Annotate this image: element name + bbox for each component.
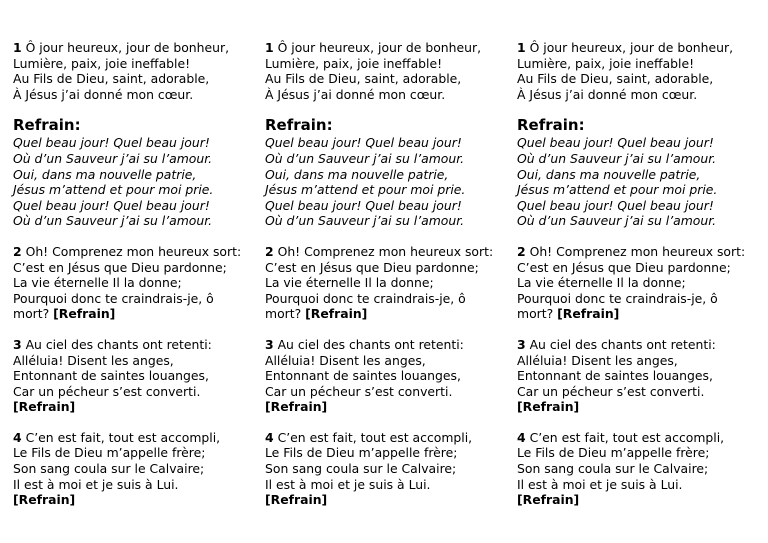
verse-text: Oh! Comprenez mon heureux sort: [529,243,746,259]
verse-4 [13,430,261,508]
hymn-column [13,40,261,523]
verse-3 [13,337,261,415]
verse-line: Il est à moi et je suis à Lui. [517,476,683,492]
verse-3 [517,337,765,415]
verse-line [265,40,513,56]
verse-line: Son sang coula sur le Calvaire; [13,461,205,477]
verse-line: Car un pécheur s’est converti. [265,383,453,399]
refrain-line: Où d’un Sauveur j’ai su l’amour. [265,150,465,166]
verse-3 [265,337,513,415]
refrain-line: Jésus m’attend et pour moi prie. [13,182,214,198]
verse-text: Ô jour heureux, jour de bonheur, [25,40,230,55]
verse-line: Lumière, paix, joie ineffable! [265,55,443,71]
verse-line [517,40,765,56]
refrain-line: Quel beau jour! Quel beau jour! [265,197,462,213]
refrain-title: Refrain: [517,116,585,135]
verse-line: Le Fils de Dieu m’appelle frère; [265,445,458,461]
verse-line: Alléluia! Disent les anges, [265,352,426,368]
verse-text: Au ciel des chants ont retenti: [25,336,212,352]
verse-line: La vie éternelle Il la donne; [13,275,182,291]
verse-line [265,306,513,322]
refrain-line: Quel beau jour! Quel beau jour! [517,197,714,213]
verse-line: Lumière, paix, joie ineffable! [13,55,191,71]
verse-line: Car un pécheur s’est converti. [517,383,705,399]
verse-line: La vie éternelle Il la donne; [517,275,686,291]
verse-line: Lumière, paix, joie ineffable! [517,55,695,71]
refrain-tag: [Refrain] [53,306,116,322]
verse-line: Pourquoi donc te craindrais-je, ô [265,290,466,306]
verse-line [13,306,261,322]
verse-number: 2 [517,243,526,259]
verse-1 [265,40,513,102]
refrain-tag: [Refrain] [13,492,76,508]
verse-number: 3 [265,336,274,352]
verse-number: 1 [265,40,274,55]
verse-line: Au Fils de Dieu, saint, adorable, [265,71,462,87]
verse-line: Il est à moi et je suis à Lui. [13,476,179,492]
verse-line: Entonnant de saintes louanges, [265,368,461,384]
refrain-tag: [Refrain] [265,399,328,415]
verse-line: C’est en Jésus que Dieu pardonne; [13,259,227,275]
refrain-title: Refrain: [265,116,333,135]
verse-text: Ô jour heureux, jour de bonheur, [529,40,734,55]
verse-line: Alléluia! Disent les anges, [517,352,678,368]
verse-text: Au ciel des chants ont retenti: [529,336,716,352]
refrain-tag: [Refrain] [517,399,580,415]
refrain-line: Où d’un Sauveur j’ai su l’amour. [265,213,465,229]
verse-line: Le Fils de Dieu m’appelle frère; [517,445,710,461]
verse-line: Au Fils de Dieu, saint, adorable, [13,71,210,87]
refrain [13,117,261,229]
verse-line: Au Fils de Dieu, saint, adorable, [517,71,714,87]
verse-2 [13,244,261,322]
verse-number: 4 [265,429,274,445]
refrain-tag: [Refrain] [13,399,76,415]
hymn-column [517,40,765,523]
verse-line [265,244,513,260]
verse-line: À Jésus j’ai donné mon cœur. [265,86,446,102]
verse-line [517,430,765,446]
verse-2 [517,244,765,322]
verse-line: Son sang coula sur le Calvaire; [265,461,457,477]
verse-text: Ô jour heureux, jour de bonheur, [277,40,482,55]
verse-text: mort? [13,306,50,322]
verse-line: C’est en Jésus que Dieu pardonne; [517,259,731,275]
refrain-line: Où d’un Sauveur j’ai su l’amour. [13,213,213,229]
verse-line: Son sang coula sur le Calvaire; [517,461,709,477]
refrain-line: Oui, dans ma nouvelle patrie, [13,166,197,182]
verse-number: 3 [13,336,22,352]
verse-number: 1 [517,40,526,55]
verse-1 [517,40,765,102]
verse-line: La vie éternelle Il la donne; [265,275,434,291]
verse-line [13,244,261,260]
refrain-line: Quel beau jour! Quel beau jour! [13,135,210,151]
verse-number: 4 [517,429,526,445]
verse-number: 1 [13,40,22,55]
verse-text: mort? [265,306,302,322]
verse-line: Le Fils de Dieu m’appelle frère; [13,445,206,461]
verse-line: Alléluia! Disent les anges, [13,352,174,368]
refrain [517,117,765,229]
verse-line: Entonnant de saintes louanges, [13,368,209,384]
verse-line: C’est en Jésus que Dieu pardonne; [265,259,479,275]
refrain-tag: [Refrain] [517,492,580,508]
verse-line: Pourquoi donc te craindrais-je, ô [517,290,718,306]
verse-line [517,337,765,353]
verse-4 [517,430,765,508]
verse-line [265,337,513,353]
verse-text: Oh! Comprenez mon heureux sort: [277,243,494,259]
hymn-column [265,40,513,523]
verse-2 [265,244,513,322]
verse-line: Car un pécheur s’est converti. [13,383,201,399]
refrain-line: Oui, dans ma nouvelle patrie, [265,166,449,182]
verse-text: mort? [517,306,554,322]
refrain-tag: [Refrain] [305,306,368,322]
refrain-line: Où d’un Sauveur j’ai su l’amour. [517,213,717,229]
verse-text: Au ciel des chants ont retenti: [277,336,464,352]
verse-line: Pourquoi donc te craindrais-je, ô [13,290,214,306]
refrain-line: Jésus m’attend et pour moi prie. [265,182,466,198]
verse-number: 2 [13,243,22,259]
refrain-line: Quel beau jour! Quel beau jour! [13,197,210,213]
refrain-line: Où d’un Sauveur j’ai su l’amour. [517,150,717,166]
verse-line [517,244,765,260]
refrain-line: Quel beau jour! Quel beau jour! [265,135,462,151]
verse-line [13,430,261,446]
refrain-title: Refrain: [13,116,81,135]
verse-text: Oh! Comprenez mon heureux sort: [25,243,242,259]
verse-line [517,306,765,322]
verse-number: 4 [13,429,22,445]
refrain-line: Quel beau jour! Quel beau jour! [517,135,714,151]
refrain-line: Jésus m’attend et pour moi prie. [517,182,718,198]
verse-line: Entonnant de saintes louanges, [517,368,713,384]
verse-text: C’en est fait, tout est accompli, [25,429,221,445]
refrain-line: Où d’un Sauveur j’ai su l’amour. [13,150,213,166]
refrain-tag: [Refrain] [557,306,620,322]
verse-line [13,337,261,353]
verse-line: À Jésus j’ai donné mon cœur. [517,86,698,102]
verse-line [13,40,261,56]
verse-text: C’en est fait, tout est accompli, [277,429,473,445]
verse-text: C’en est fait, tout est accompli, [529,429,725,445]
verse-4 [265,430,513,508]
verse-number: 2 [265,243,274,259]
verse-1 [13,40,261,102]
verse-number: 3 [517,336,526,352]
refrain-tag: [Refrain] [265,492,328,508]
verse-line: Il est à moi et je suis à Lui. [265,476,431,492]
verse-line [265,430,513,446]
refrain-line: Oui, dans ma nouvelle patrie, [517,166,701,182]
refrain [265,117,513,229]
verse-line: À Jésus j’ai donné mon cœur. [13,86,194,102]
